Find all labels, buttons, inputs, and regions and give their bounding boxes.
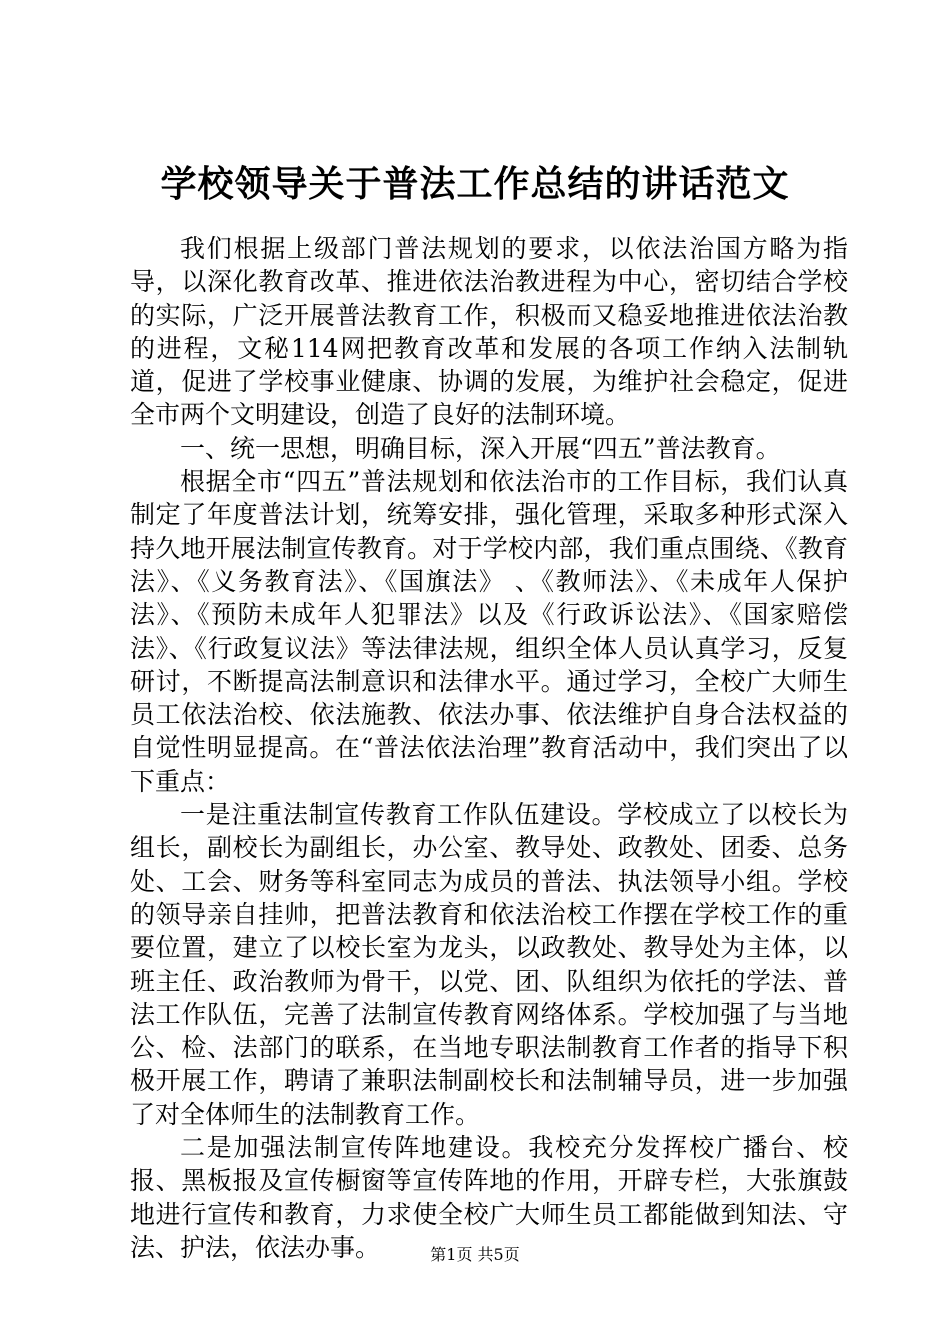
paragraph: 一是注重法制宣传教育工作队伍建设。学校成立了以校长为组长，副校长为副组长，办公室、教导处、政教处、团委、总务处、工会、财务等科室同志为成员的普法、执法领导小组。学校的领导亲自挂帅，把普法教育和依法治校工作摆在学校工作的重要位置，建立了以校长室为龙头，以政教处、教导处为主体，以班主任、政治教师为骨干，以党、团、队组织为依托的学法、普法工作队伍，完善了法制宣传教育网络体系。学校加强了与当地公、检、法部门的联系，在当地专职法制教育工作者的指导下积极开展工作，聘请了兼职法制副校长和法制辅导员，进一步加强了对全体师生的法制教育工作。	[130, 800, 848, 1129]
paragraph: 根据全市“四五”普法规划和依法治市的工作目标，我们认真制定了年度普法计划，统筹安排，强化管理，采取多种形式深入持久地开展法制宣传教育。对于学校内部，我们重点围绕、《教育法》、《义务教育法》、《国旗法》 、《教师法》、《未成年人保护法》、《预防未成年人犯罪法》以及《行政诉讼法》、《国家赔偿法》、《行政复议法》等法律法规，组织全体人员认真学习，反复研讨，不断提高法制意识和法律水平。通过学习，全校广大师生员工依法治校、依法施教、依法办事、依法维护自身合法权益的自觉性明显提高。在“普法依法治理”教育活动中，我们突出了以下重点：	[130, 467, 848, 796]
page-title: 学校领导关于普法工作总结的讲话范文	[160, 163, 790, 205]
section-heading: 一、统一思想，明确目标，深入开展“四五”普法教育。	[180, 433, 781, 463]
page-footer: 第1页 共5页	[430, 1245, 520, 1264]
paragraph: 二是加强法制宣传阵地建设。我校充分发挥校广播台、校报、黑板报及宣传橱窗等宣传阵地的作用，开辟专栏，大张旗鼓地进行宣传和教育，力求使全校广大师生员工都能做到知法、守法、护法，依法办事。	[130, 1133, 848, 1262]
document-body	[130, 232, 848, 1264]
paragraph: 我们根据上级部门普法规划的要求，以依法治国方略为指导，以深化教育改革、推进依法治教进程为中心，密切结合学校的实际，广泛开展普法教育工作，积极而又稳妥地推进依法治教的进程，文秘114网把教育改革和发展的各项工作纳入法制轨道，促进了学校事业健康、协调的发展，为维护社会稳定，促进全市两个文明建设，创造了良好的法制环境。	[130, 234, 848, 430]
